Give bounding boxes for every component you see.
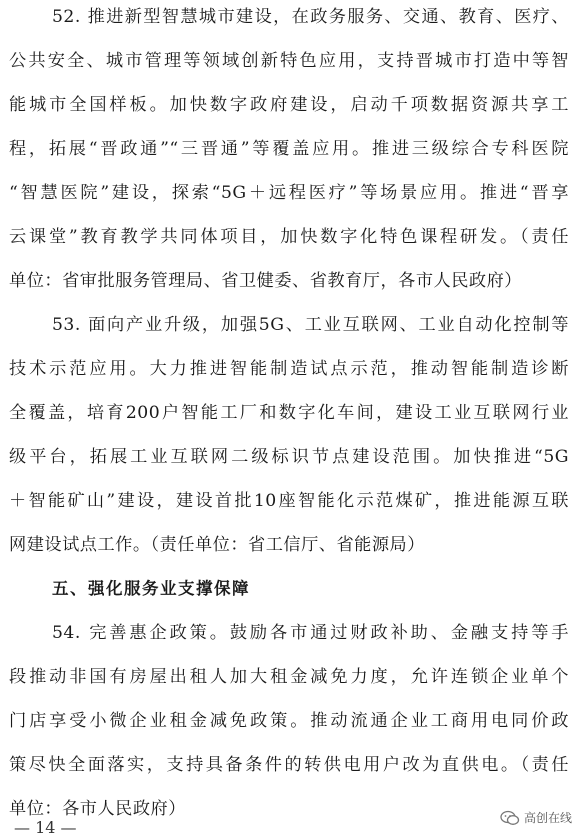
paragraph-54-line-1: 54. 完善惠企政策。鼓励各市通过财政补助、金融支持等手 xyxy=(52,623,569,643)
paragraph-54-line-3: 门店享受小微企业租金减免政策。推动流通企业工商用电同价政 xyxy=(9,711,569,731)
paragraph-53-line-2: 技术示范应用。大力推进智能制造试点示范，推动智能制造诊断 xyxy=(9,359,569,379)
paragraph-52-line-2: 公共安全、城市管理等领域创新特色应用，支持晋城市打造中等智 xyxy=(9,51,569,71)
paragraph-53-line-4: 级平台，拓展工业互联网二级标识节点建设范围。加快推进“5G xyxy=(9,447,569,467)
paragraph-53-line-1: 53. 面向产业升级，加强5G、工业互联网、工业自动化控制等 xyxy=(52,315,569,335)
paragraph-53-line-6: 网建设试点工作。（责任单位：省工信厅、省能源局） xyxy=(9,535,425,555)
paragraph-52-line-3: 能城市全国样板。加快数字政府建设，启动千项数据资源共享工 xyxy=(9,95,569,115)
watermark xyxy=(500,809,572,826)
paragraph-53-line-3: 全覆盖，培育200户智能工厂和数字化车间，建设工业互联网行业 xyxy=(9,403,569,423)
watermark-text: 高创在线 xyxy=(523,811,572,825)
paragraph-54-line-2: 段推动非国有房屋出租人加大租金减免力度，允许连锁企业单个 xyxy=(9,667,569,687)
paragraph-52-line-5: “智慧医院”建设，探索“5G＋远程医疗”等场景应用。推进“晋享 xyxy=(9,183,569,203)
paragraph-52-line-7: 单位：省审批服务管理局、省卫健委、省教育厅，各市人民政府） xyxy=(9,271,522,291)
paragraph-54-line-4: 策尽快全面落实，支持具备条件的转供电用户改为直供电。（责任 xyxy=(9,755,569,775)
page-number: — 14 — xyxy=(14,818,77,837)
paragraph-53-line-5: ＋智能矿山”建设，建设首批10座智能化示范煤矿，推进能源互联 xyxy=(9,491,569,511)
section-heading: 五、强化服务业支撑保障 xyxy=(52,579,250,598)
wechat-icon xyxy=(500,810,520,826)
paragraph-52-line-4: 程，拓展“晋政通”“三晋通”等覆盖应用。推进三级综合专科医院 xyxy=(9,139,569,159)
paragraph-52-line-6: 云课堂”教育教学共同体项目，加快数字化特色课程研发。（责任 xyxy=(9,227,569,247)
paragraph-52-line-1: 52. 推进新型智慧城市建设，在政务服务、交通、教育、医疗、 xyxy=(52,7,569,27)
paragraph-54-line-5: 单位：各市人民政府） xyxy=(9,799,186,819)
